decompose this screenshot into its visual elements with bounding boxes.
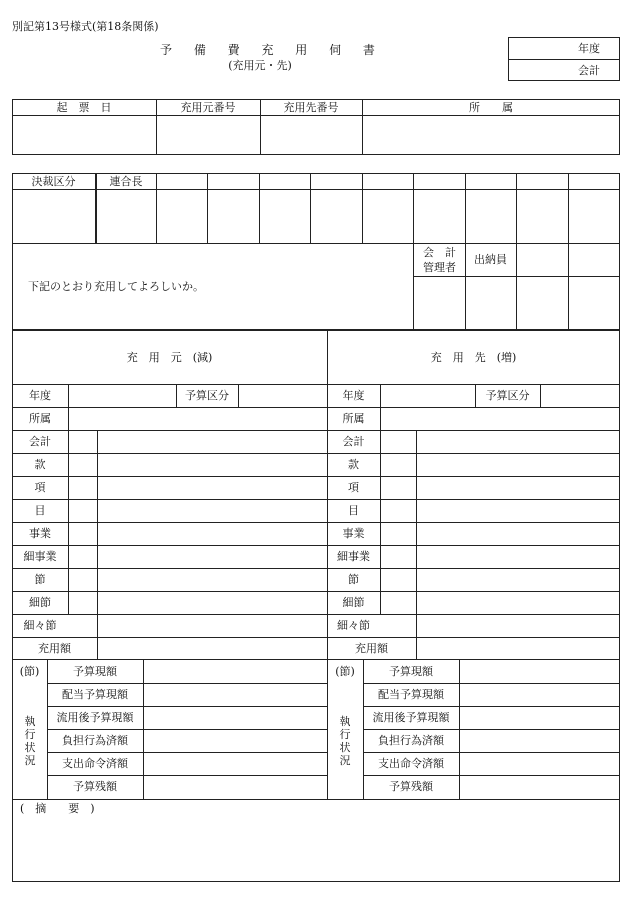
exec-vertical-label-right: 執行状況 — [339, 715, 351, 767]
dest-row-label: 細節 — [342, 596, 365, 609]
dest-row-label: 節 — [348, 573, 359, 586]
union-head-label: 連合長 — [109, 175, 143, 188]
source-number-header: 充用元番号 — [180, 101, 236, 114]
source-year-label: 年度 — [29, 389, 51, 402]
dest-row-label: 細事業 — [337, 550, 370, 563]
exec-row-label-right: 流用後予算現額 — [372, 711, 450, 724]
source-row-label: 細々節 — [23, 619, 57, 632]
exec-row-label-left: 予算残額 — [73, 780, 117, 793]
source-row-label: 項 — [34, 481, 46, 494]
dest-row-label: 細々節 — [337, 619, 370, 632]
dest-row-label: 款 — [348, 458, 359, 471]
exec-row-label-left: 配当予算現額 — [62, 688, 128, 701]
exec-row-label-left: 支出命令済額 — [62, 757, 128, 770]
accounting-manager-label-1: 会 計 — [423, 246, 456, 259]
form-subtitle: (充用元・先) — [228, 59, 292, 72]
exec-row-label-left: 予算現額 — [73, 665, 117, 678]
dest-number-header: 充用先番号 — [283, 101, 339, 114]
execution-status-table — [12, 660, 620, 800]
department-header: 所 属 — [469, 101, 513, 114]
dest-row-label: 目 — [348, 504, 359, 517]
cashier-label: 出納員 — [474, 253, 507, 266]
source-amount-label: 充用額 — [38, 642, 71, 655]
exec-section-label-right: (節) — [335, 665, 355, 678]
dest-budget-class-label: 予算区分 — [485, 389, 530, 402]
form-title: 予 備 費 充 用 伺 書 — [160, 43, 384, 57]
approval-table — [12, 173, 620, 330]
source-row-label: 節 — [34, 573, 46, 586]
draft-date-header: 起 票 日 — [56, 101, 112, 114]
source-row-label: 会計 — [29, 435, 51, 448]
dest-row-label: 会計 — [342, 435, 365, 448]
source-budget-class-label: 予算区分 — [185, 389, 229, 402]
exec-row-label-right: 負担行為済額 — [378, 734, 444, 747]
appropriation-table — [12, 330, 620, 660]
dest-row-label: 所属 — [342, 412, 365, 425]
remarks-label: ( 摘 要 ) — [20, 802, 95, 815]
dest-row-label: 項 — [348, 481, 359, 494]
exec-row-label-left: 流用後予算現額 — [56, 711, 134, 724]
exec-row-label-left: 負担行為済額 — [62, 734, 128, 747]
source-row-label: 所属 — [29, 412, 51, 425]
accounting-manager-label-2: 管理者 — [423, 261, 456, 274]
source-row-label: 事業 — [29, 527, 51, 540]
source-row-label: 款 — [34, 458, 46, 471]
source-heading: 充 用 元 (減) — [126, 351, 213, 364]
form-reference: 別記第13号様式(第18条関係) — [12, 20, 159, 33]
request-text: 下記のとおり充用してよろしいか。 — [28, 280, 204, 293]
source-row-label: 細事業 — [23, 550, 57, 563]
dest-amount-label: 充用額 — [355, 642, 388, 655]
source-row-label: 細節 — [29, 596, 51, 609]
exec-row-label-right: 配当予算現額 — [378, 688, 444, 701]
exec-row-label-right: 支出命令済額 — [378, 757, 444, 770]
dest-heading: 充 用 先 (増) — [430, 351, 517, 364]
year-label: 年度 — [578, 42, 600, 55]
dest-year-label: 年度 — [342, 389, 365, 402]
exec-row-label-right: 予算残額 — [389, 780, 433, 793]
exec-vertical-label-left: 執行状況 — [24, 715, 36, 767]
decision-class-label: 決裁区分 — [31, 175, 76, 188]
exec-row-label-right: 予算現額 — [389, 665, 433, 678]
account-label: 会計 — [578, 64, 600, 77]
dest-row-label: 事業 — [342, 527, 365, 540]
remarks-box — [12, 800, 620, 882]
source-row-label: 目 — [34, 504, 46, 517]
exec-section-label-left: (節) — [19, 665, 40, 678]
